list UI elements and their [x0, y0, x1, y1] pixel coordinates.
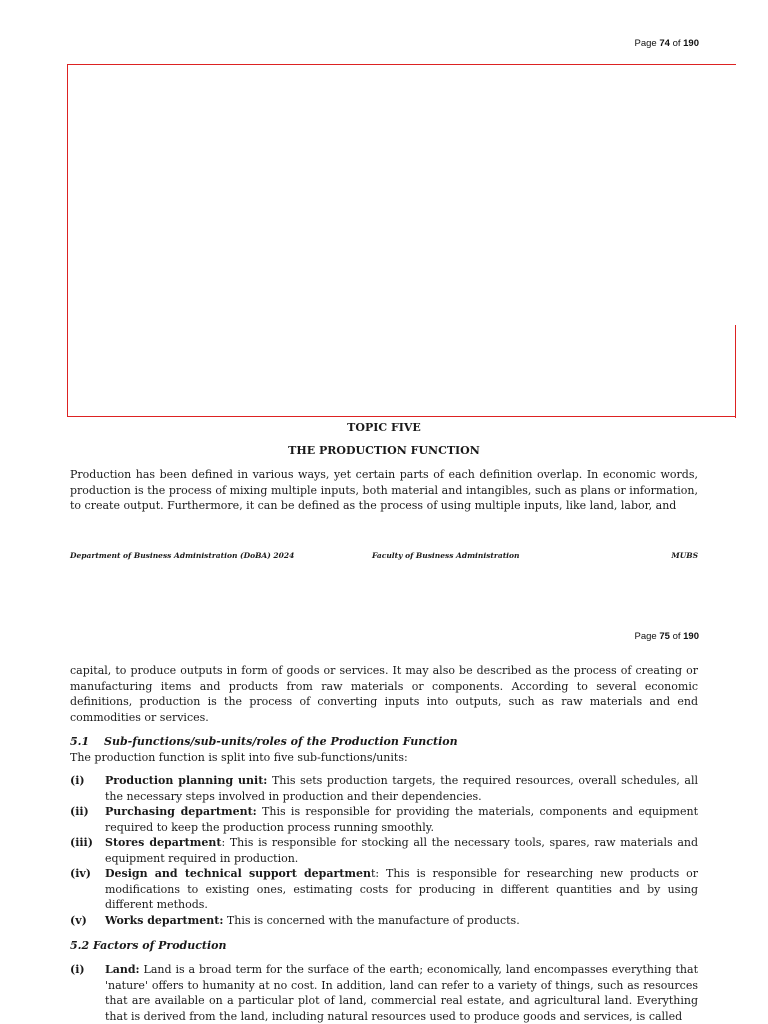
item-term: Stores department	[105, 836, 222, 849]
page-label: Page	[634, 38, 657, 49]
item-term: Production planning unit:	[105, 774, 268, 787]
figure-frame-edge	[735, 325, 736, 418]
continued-paragraph: capital, to produce outputs in form of goods or services. It may also be described as the process of creating or manufacturing items and products from raw materials or components. According to several economic definitions, production is the process of converting inputs into outputs, such as raw materials and end commodities or services.	[70, 664, 698, 724]
footer-faculty: Faculty of Business Administration	[372, 551, 520, 560]
footer-institution: MUBS	[671, 551, 698, 560]
list-item	[70, 773, 698, 804]
list-item	[70, 835, 698, 866]
page-label: Page	[634, 631, 657, 642]
item-term: Works department:	[105, 913, 224, 927]
footer-department: Department of Business Administration (DoBA) 2024	[70, 551, 295, 560]
page-of: of	[672, 631, 681, 642]
page-title: THE PRODUCTION FUNCTION	[288, 444, 480, 457]
list-marker: (i)	[70, 963, 85, 976]
total-pages: 190	[683, 631, 699, 642]
current-page: 75	[659, 631, 670, 642]
section-title: Sub-functions/sub-units/roles of the Production Function	[104, 735, 458, 748]
list-marker: (iii)	[70, 836, 93, 849]
empty-figure-frame	[67, 64, 736, 417]
list-item	[70, 962, 698, 1024]
item-text: This sets production targets, the required resources, overall schedules, all the necessary steps involved in production and their dependencies.	[105, 774, 698, 803]
list-marker: (i)	[70, 774, 85, 787]
item-text: : This is responsible for stocking all the necessary tools, spares, raw materials and equipment required in production.	[105, 836, 699, 865]
page-number	[635, 36, 699, 52]
subfunctions-list	[70, 773, 698, 928]
item-term: Land:	[105, 963, 140, 976]
item-term: Purchasing department:	[105, 805, 257, 818]
intro-paragraph: Production has been defined in various ways, yet certain parts of each definition overlap. In economic words, production is the process of mixing multiple inputs, both material and intangibles, such as plans or information, to create output. Furthermore, it can be defined as the process of using multiple inputs, like land, labor, and	[70, 468, 698, 512]
page-of: of	[672, 38, 681, 49]
list-marker: (ii)	[70, 805, 89, 818]
section-heading: 5.2 Factors of Production	[70, 939, 227, 952]
item-term: Design and technical support departmen	[105, 867, 371, 880]
list-item	[70, 866, 698, 913]
list-item	[70, 804, 698, 835]
item-text: Land is a broad term for the surface of the earth; economically, land encompasses everything that 'nature' offers to humanity at no cost. In addition, land can refer to a variety of things, such as resources that are available on a particular plot of land, commercial real estate, and agricultural land. Everything that is derived from the land, including natural resources used to produce goods and services, is called	[105, 963, 698, 1023]
current-page: 74	[659, 38, 670, 49]
list-item	[70, 913, 698, 929]
item-text: This is concerned with the manufacture of products.	[223, 913, 520, 927]
section-heading	[70, 734, 458, 750]
list-marker: (iv)	[70, 867, 91, 880]
list-marker: (v)	[70, 913, 87, 927]
topic-label: TOPIC FIVE	[347, 421, 421, 434]
item-text: This is responsible for providing the materials, components and equipment required to keep the production process running smoothly.	[105, 805, 698, 834]
page-footer	[70, 548, 698, 560]
factors-list	[70, 962, 698, 1024]
page-number	[635, 629, 699, 645]
item-text: t: This is responsible for researching new products or modifications to existing ones, estimating costs for producing in different quantities and by using different methods.	[105, 867, 698, 911]
section-number: 5.1	[70, 735, 90, 748]
section-intro: The production function is split into five sub-functions/units:	[70, 751, 408, 764]
total-pages: 190	[683, 38, 699, 49]
